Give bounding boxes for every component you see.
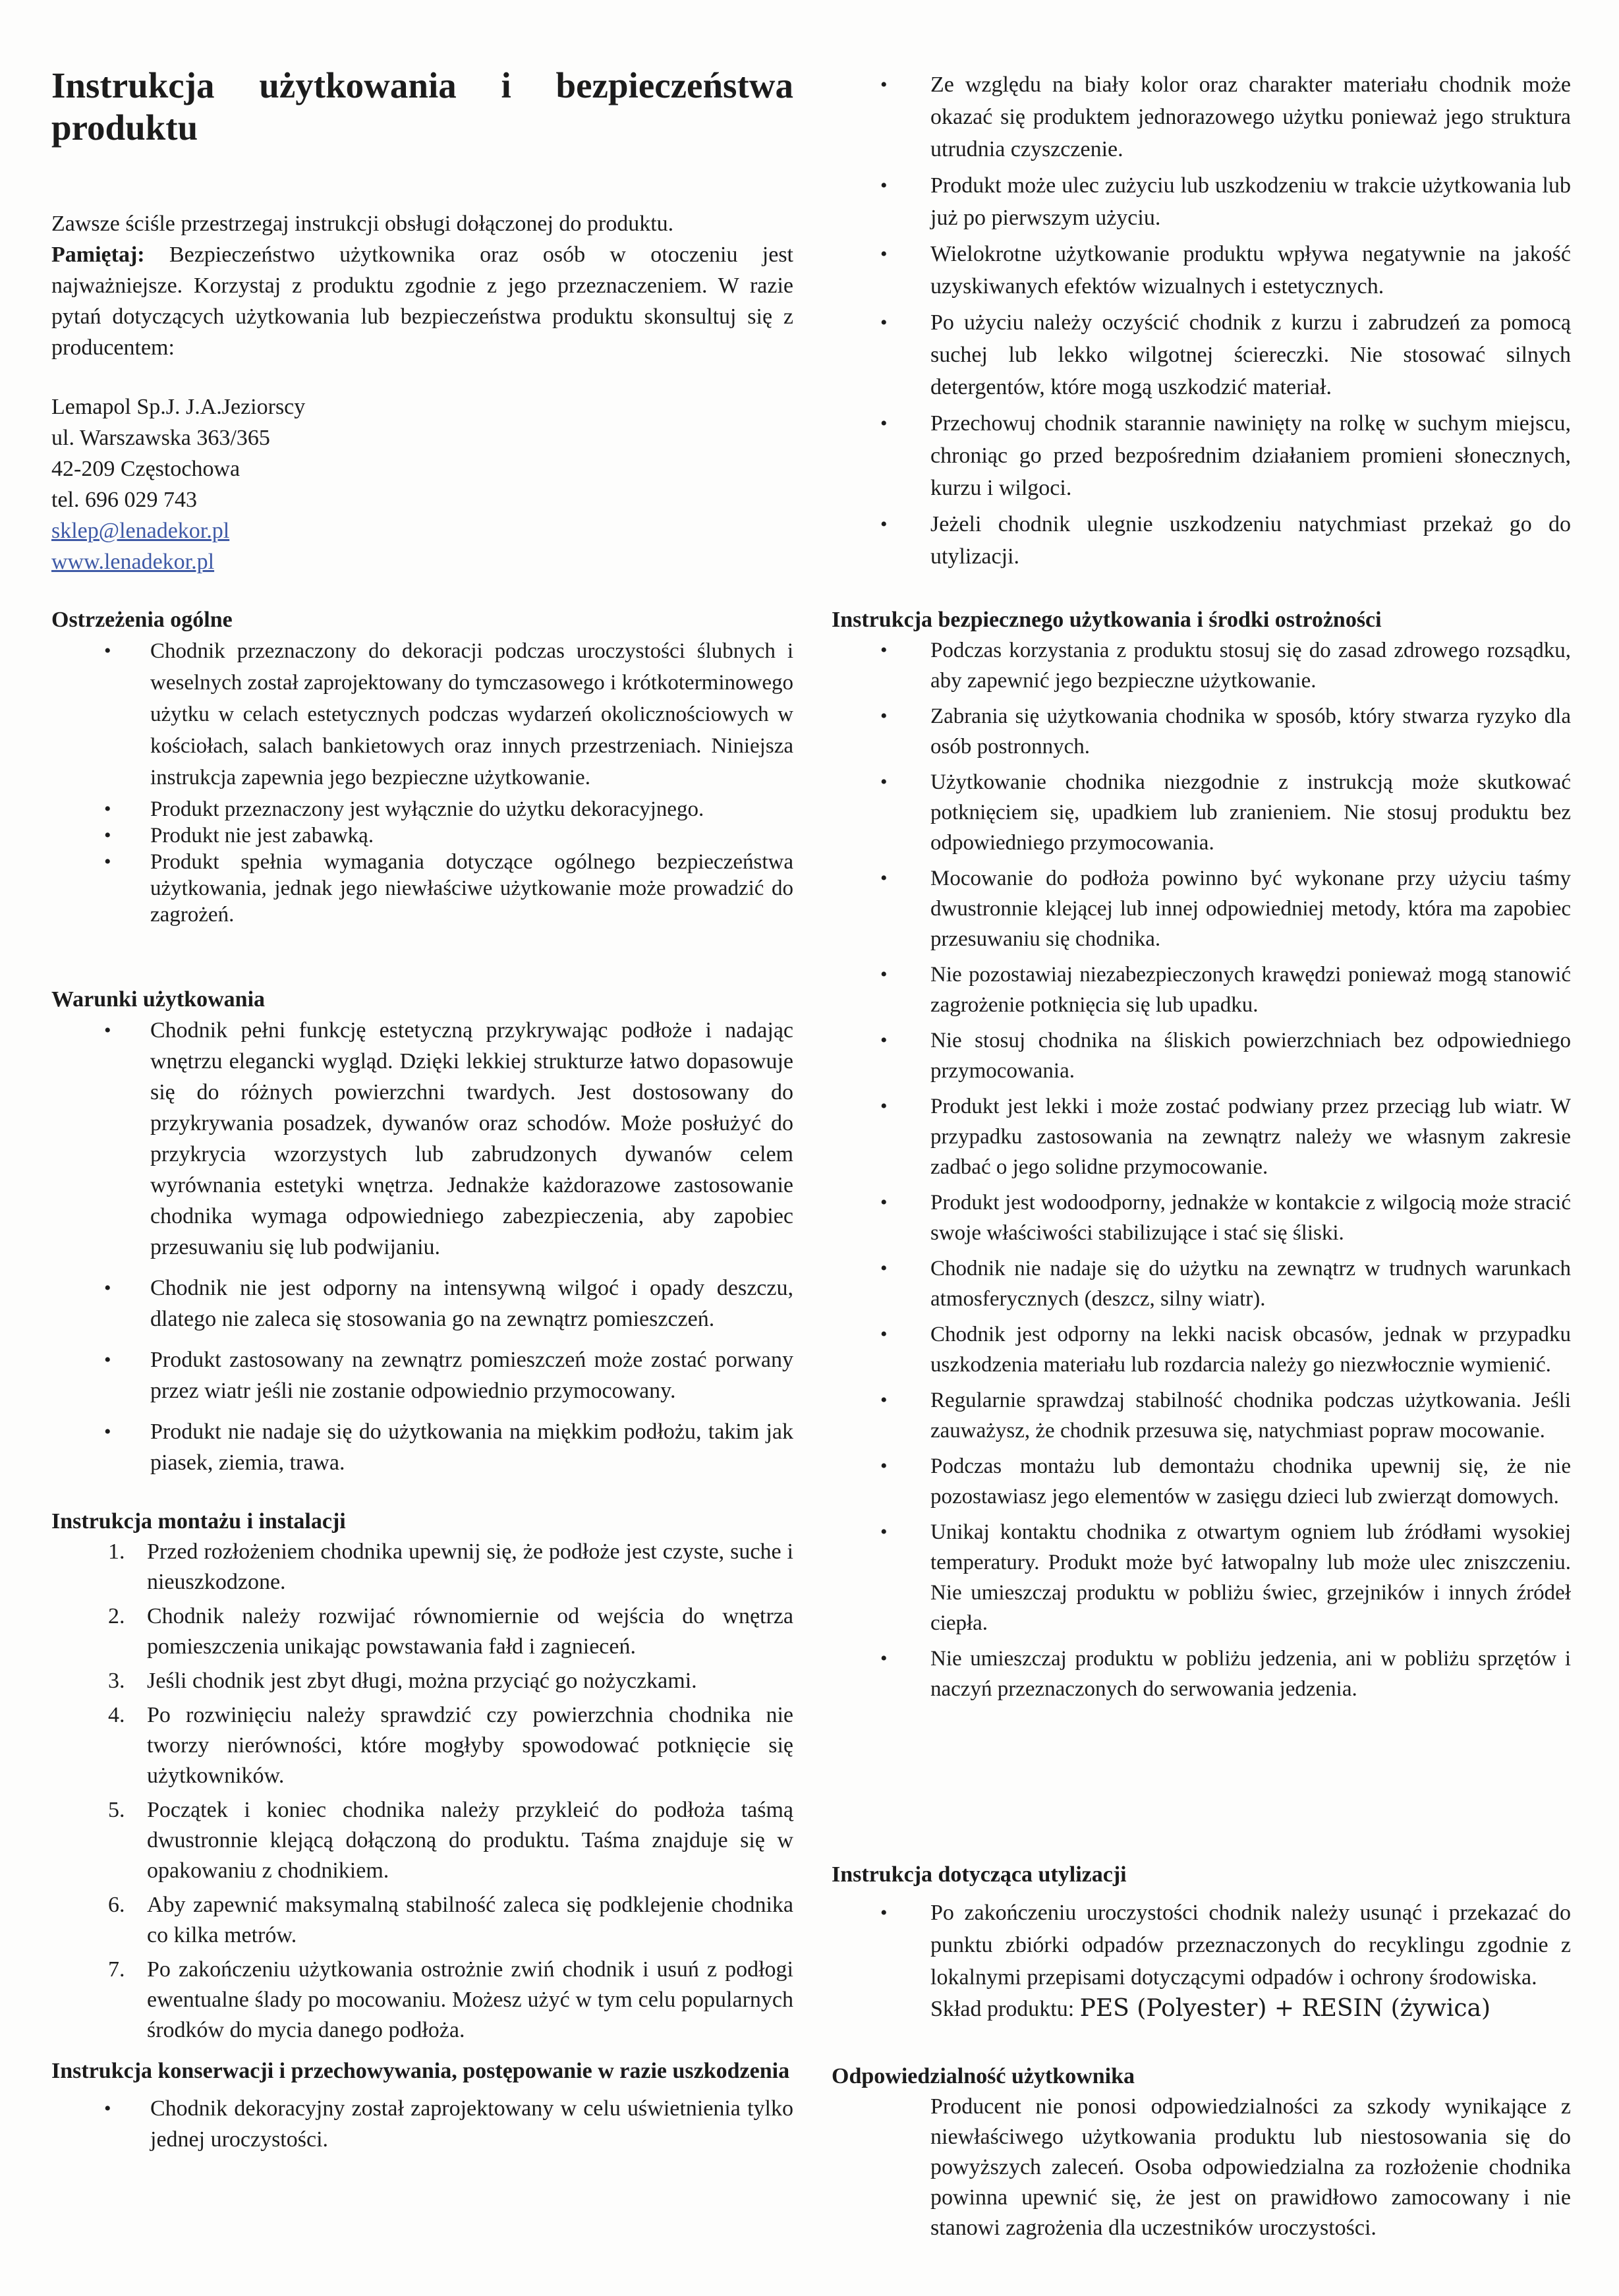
bullet-icon: •: [880, 413, 888, 434]
step-number: 1.: [108, 1539, 125, 1564]
step-item: [51, 1700, 793, 1791]
section-safe-use: [832, 605, 1571, 1709]
bullet-icon: •: [104, 824, 111, 846]
step-item: [51, 1601, 793, 1662]
list-item: [832, 1188, 1571, 1248]
list-item: [832, 863, 1571, 954]
step-item: [51, 1890, 793, 1951]
list-item-text: Ze względu na biały kolor oraz charakter materiału chodnik może okazać się produktem jednorazowego użytku ponieważ jego struktura utrudnia czyszczenie.: [930, 72, 1571, 161]
step-item: [51, 1666, 793, 1696]
bullet-icon: •: [880, 1191, 888, 1213]
maintenance-list-right: [832, 69, 1571, 573]
section-heading: Instrukcja bezpiecznego użytkowania i środki ostrożności: [832, 608, 1382, 632]
bullet-icon: •: [880, 639, 888, 661]
bullet-icon: •: [880, 1902, 888, 1924]
bullet-icon: •: [880, 1323, 888, 1345]
list-item-text: Nie stosuj chodnika na śliskich powierzchniach bez odpowiedniego przymocowania.: [930, 1029, 1571, 1083]
list-item: [832, 1091, 1571, 1182]
step-text: Aby zapewnić maksymalną stabilność zaleca się podklejenie chodnika co kilka metrów.: [147, 1893, 793, 1947]
list-item: [832, 1025, 1571, 1086]
bullet-icon: •: [880, 1095, 888, 1117]
section-maintenance-continued: [832, 69, 1571, 577]
section-general-warnings: [51, 605, 793, 928]
list-item-text: Jeżeli chodnik ulegnie uszkodzeniu natychmiast przekaż go do utylizacji.: [930, 512, 1571, 569]
list-item: [832, 1644, 1571, 1704]
list-item: [51, 1273, 793, 1335]
list-item-text: Produkt nie nadaje się do użytkowania na miękkim podłożu, takim jak piasek, ziemia, trawa.: [150, 1420, 793, 1475]
list-item: [51, 2093, 793, 2155]
safe-use-list: [832, 635, 1571, 1704]
list-item: [832, 1319, 1571, 1380]
step-item: [51, 1955, 793, 2046]
list-item-text: Podczas korzystania z produktu stosuj się do zasad zdrowego rozsądku, aby zapewnić jego bezpieczne użytkowanie.: [930, 639, 1571, 693]
bullet-icon: •: [880, 867, 888, 889]
step-item: [51, 1537, 793, 1597]
list-item-text: Wielokrotne użytkowanie produktu wpływa negatywnie na jakość uzyskiwanych efektów wizualnych i estetycznych.: [930, 242, 1571, 299]
list-item: [51, 849, 793, 928]
list-item-text: Nie umieszczaj produktu w pobliżu jedzenia, ani w pobliżu sprzętów i naczyń przeznaczonych do serwowania jedzenia.: [930, 1647, 1571, 1701]
bullet-icon: •: [880, 1029, 888, 1051]
list-item-text: Chodnik przeznaczony do dekoracji podczas uroczystości ślubnych i weselnych został zaprojektowany do tymczasowego i krótkoterminowego użytku w celach estetycznych podczas wydarzeń okolicznościowych w kościołach, salach bankietowych oraz innych przestrzeniach. Niniejsza instrukcja zapewnia jego bezpieczne użytkowanie.: [150, 639, 793, 789]
list-item: [51, 796, 793, 822]
step-text: Początek i koniec chodnika należy przykleić do podłoża taśmą dwustronnie klejącą dołączoną do produktu. Taśma znajduje się w opakowaniu z chodnikiem.: [147, 1798, 793, 1883]
list-item-text: Regularnie sprawdzaj stabilność chodnika podczas użytkowania. Jeśli zauważysz, że chodnik przesuwa się, natychmiast popraw mocowanie.: [930, 1389, 1571, 1443]
step-number: 3.: [108, 1669, 125, 1693]
phone: tel. 696 029 743: [51, 488, 197, 512]
responsibility-text: Producent nie ponosi odpowiedzialności za szkody wynikające z niewłaściwego użytkowania produktu lub niestosowania się do powyższych zaleceń. Osoba odpowiedzialna za rozłożenie chodnika powinna upewnić się, że jest on prawidłowo zamocowany i nie stanowi zagrożenia dla uczestników uroczystości.: [930, 2094, 1571, 2240]
warnings-list: [51, 635, 793, 928]
conditions-list: [51, 1015, 793, 1478]
list-item: [51, 1416, 793, 1478]
list-item-text: Produkt może ulec zużyciu lub uszkodzeniu w trakcie użytkowania lub już po pierwszym użyciu.: [930, 173, 1571, 230]
list-item: [51, 1015, 793, 1263]
section-heading: Instrukcja konserwacji i przechowywania, postępowanie w razie uszkodzenia: [51, 2059, 790, 2083]
step-text: Po zakończeniu użytkowania ostrożnie zwiń chodnik i usuń z podłogi ewentualne ślady po mocowaniu. Możesz użyć w tym celu popularnych środków do mycia danego podłoża.: [147, 1957, 793, 2042]
list-item-text: Produkt spełnia wymagania dotyczące ogólnego bezpieczeństwa użytkowania, jednak jego niewłaściwe użytkowanie może prowadzić do zagrożeń.: [150, 850, 793, 927]
list-item-text: Produkt przeznaczony jest wyłącznie do użytku dekoracyjnego.: [150, 797, 704, 821]
step-text: Jeśli chodnik jest zbyt długi, można przyciąć go nożyczkami.: [147, 1669, 697, 1693]
bullet-icon: •: [104, 640, 111, 662]
section-heading: Instrukcja dotycząca utylizacji: [832, 1862, 1127, 1887]
list-item-text: Produkt nie jest zabawką.: [150, 824, 374, 847]
manufacturer-address: [51, 391, 305, 577]
website-link: www.lenadekor.pl: [51, 550, 215, 574]
list-item: [832, 1517, 1571, 1638]
bullet-icon: •: [104, 1019, 111, 1041]
list-item: [832, 767, 1571, 858]
list-item-text: Nie pozostawiaj niezabezpieczonych krawędzi ponieważ mogą stanowić zagrożenie potknięcia się lub upadku.: [930, 963, 1571, 1017]
list-item: [832, 407, 1571, 504]
bullet-icon: •: [880, 243, 888, 265]
intro-reminder: [51, 239, 793, 363]
street: ul. Warszawska 363/365: [51, 426, 270, 450]
step-number: 2.: [108, 1604, 125, 1628]
bullet-icon: •: [880, 1521, 888, 1543]
list-item: [832, 169, 1571, 234]
email-link: sklep@lenadekor.pl: [51, 519, 230, 543]
list-item-text: Zabrania się użytkowania chodnika w sposób, który stwarza ryzyko dla osób postronnych.: [930, 704, 1571, 759]
step-item: [51, 1795, 793, 1886]
list-item: [832, 1897, 1571, 1994]
step-number: 4.: [108, 1703, 125, 1727]
list-item: [832, 1385, 1571, 1446]
bullet-icon: •: [880, 771, 888, 793]
bullet-icon: •: [880, 74, 888, 96]
bullet-icon: •: [880, 312, 888, 333]
section-heading: Ostrzeżenia ogólne: [51, 608, 233, 632]
bullet-icon: •: [880, 1389, 888, 1411]
list-item: [832, 635, 1571, 696]
list-item: [832, 1451, 1571, 1512]
list-item-text: Po zakończeniu uroczystości chodnik należy usunąć i przekazać do punktu zbiórki odpadów przeznaczonych do recyklingu zgodnie z lokalnymi przepisami dotyczącymi odpadów i ochrony środowiska.: [930, 1901, 1571, 1990]
company-name: Lemapol Sp.J. J.A.Jeziorscy: [51, 395, 306, 419]
section-maintenance: [51, 2056, 793, 2165]
section-heading: Instrukcja montażu i instalacji: [51, 1509, 346, 1534]
list-item: [832, 960, 1571, 1020]
list-item-text: Chodnik pełni funkcję estetyczną przykrywając podłoże i nadając wnętrzu elegancki wygląd. Dzięki lekkiej strukturze łatwo dopasowuje się do różnych powierzchni twardych. Jest dostosowany do przykrywania posadzek, dywanów oraz schodów. Może posłużyć do przykrycia wzorzystych lub zabrudzonych dywanów celem wyrównania estetyki wnętrza. Jednakże każdorazowe zastosowanie chodnika wymaga odpowiedniego zabezpieczenia, aby zapobiec przesuwaniu się lub podwijaniu.: [150, 1018, 793, 1259]
composition-value: PES (Polyester) + RESIN (żywica): [1079, 1995, 1491, 2022]
list-item-text: Chodnik dekoracyjny został zaprojektowany w celu uświetnienia tylko jednej uroczystości.: [150, 2096, 793, 2152]
list-item-text: Chodnik nie nadaje się do użytku na zewnątrz w trudnych warunkach atmosferycznych (deszcz, silny wiatr).: [930, 1257, 1571, 1311]
list-item-text: Produkt jest lekki i może zostać podwiany przez przeciąg lub wiatr. W przypadku zastosowania na zewnątrz należy we własnym zakresie zadbać o jego solidne przymocowanie.: [930, 1095, 1571, 1179]
bullet-icon: •: [104, 851, 111, 873]
city: 42-209 Częstochowa: [51, 457, 241, 481]
section-installation: [51, 1507, 793, 2050]
composition-label: Skład produktu:: [930, 1997, 1075, 2021]
step-text: Chodnik należy rozwijać równomiernie od wejścia do wnętrza pomieszczenia unikając powstawania fałd i zagnieceń.: [147, 1604, 793, 1659]
list-item: [51, 1344, 793, 1406]
reminder-text: Bezpieczeństwo użytkownika oraz osób w otoczeniu jest najważniejsze. Korzystaj z produktu zgodnie z jego przeznaczeniem. W razie pytań dotyczących użytkowania lub bezpieczeństwa produktu skonsultuj się z producentem:: [51, 243, 793, 360]
step-number: 5.: [108, 1798, 125, 1822]
list-item: [51, 635, 793, 793]
bullet-icon: •: [104, 798, 111, 820]
list-item: [832, 238, 1571, 302]
step-text: Przed rozłożeniem chodnika upewnij się, że podłoże jest czyste, suche i nieuszkodzone.: [147, 1539, 793, 1594]
bullet-icon: •: [104, 1349, 111, 1371]
list-item-text: Po użyciu należy oczyścić chodnik z kurzu i zabrudzeń za pomocą suchej lub lekko wilgotnej ściereczki. Nie stosować silnych detergentów, które mogą uszkodzić materiał.: [930, 310, 1571, 399]
bullet-icon: •: [880, 1455, 888, 1477]
list-item-text: Mocowanie do podłoża powinno być wykonane przy użyciu taśmy dwustronnie klejącej lub innej odpowiedniej metody, która ma zapobiec przesuwaniu się chodnika.: [930, 867, 1571, 951]
list-item-text: Podczas montażu lub demontażu chodnika upewnij się, że nie pozostawiasz jego elementów w zasięgu dzieci lub zwierząt domowych.: [930, 1454, 1571, 1508]
list-item-text: Produkt zastosowany na zewnątrz pomieszczeń może zostać porwany przez wiatr jeśli nie zostanie odpowiednio przymocowany.: [150, 1348, 793, 1403]
step-number: 7.: [108, 1957, 125, 1982]
list-item: [832, 1253, 1571, 1314]
bullet-icon: •: [880, 513, 888, 535]
installation-steps: [51, 1537, 793, 2046]
reminder-label: Pamiętaj:: [51, 243, 145, 267]
intro-paragraph: [51, 208, 793, 363]
list-item-text: Chodnik nie jest odporny na intensywną wilgoć i opady deszczu, dlatego nie zaleca się stosowania go na zewnątrz pomieszczeń.: [150, 1276, 793, 1331]
list-item-text: Użytkowanie chodnika niezgodnie z instrukcją może skutkować potknięciem się, upadkiem lub zranieniem. Nie stosuj produktu bez odpowiedniego przymocowania.: [930, 770, 1571, 855]
list-item: [832, 508, 1571, 573]
list-item: [832, 306, 1571, 403]
section-usage-conditions: [51, 985, 793, 1488]
list-item-text: Chodnik jest odporny na lekki nacisk obcasów, jednak w przypadku uszkodzenia materiału lub rozdarcia należy go niezwłocznie wymienić.: [930, 1323, 1571, 1377]
list-item-text: Produkt jest wodoodporny, jednakże w kontakcie z wilgocią może stracić swoje właściwości stabilizujące i stać się śliski.: [930, 1191, 1571, 1245]
step-number: 6.: [108, 1893, 125, 1917]
list-item-text: Przechowuj chodnik starannie nawinięty na rolkę w suchym miejscu, chroniąc go przed bezpośrednim działaniem promieni słonecznych, kurzu i wilgoci.: [930, 411, 1571, 500]
bullet-icon: •: [880, 963, 888, 985]
list-item: [832, 701, 1571, 762]
intro-line: Zawsze ściśle przestrzegaj instrukcji obsługi dołączonej do produktu.: [51, 212, 674, 236]
section-disposal: [832, 1860, 1571, 2024]
bullet-icon: •: [104, 2098, 111, 2119]
bullet-icon: •: [880, 1648, 888, 1669]
page-title: Instrukcja użytkowania i bezpieczeństwa produktu: [51, 65, 793, 148]
bullet-icon: •: [880, 705, 888, 727]
bullet-icon: •: [104, 1277, 111, 1299]
disposal-list: [832, 1897, 1571, 1994]
bullet-icon: •: [880, 175, 888, 196]
section-heading: Odpowiedzialność użytkownika: [832, 2064, 1135, 2088]
list-item-text: Unikaj kontaktu chodnika z otwartym ogniem lub źródłami wysokiej temperatury. Produkt może być łatwopalny lub może ulec zniszczeniu. Nie umieszczaj produktu w pobliżu świec, grzejników i innych źródeł ciepła.: [930, 1520, 1571, 1635]
bullet-icon: •: [880, 1257, 888, 1279]
bullet-icon: •: [104, 1421, 111, 1443]
composition-line: [832, 1994, 1571, 2024]
maintenance-list-left: [51, 2093, 793, 2155]
section-heading: Warunki użytkowania: [51, 987, 266, 1012]
list-item: [832, 69, 1571, 165]
list-item: [51, 822, 793, 849]
step-text: Po rozwinięciu należy sprawdzić czy powierzchnia chodnika nie tworzy nierówności, które mogłyby spowodować potknięcie się użytkowników.: [147, 1703, 793, 1788]
section-responsibility: [832, 2061, 1571, 2243]
